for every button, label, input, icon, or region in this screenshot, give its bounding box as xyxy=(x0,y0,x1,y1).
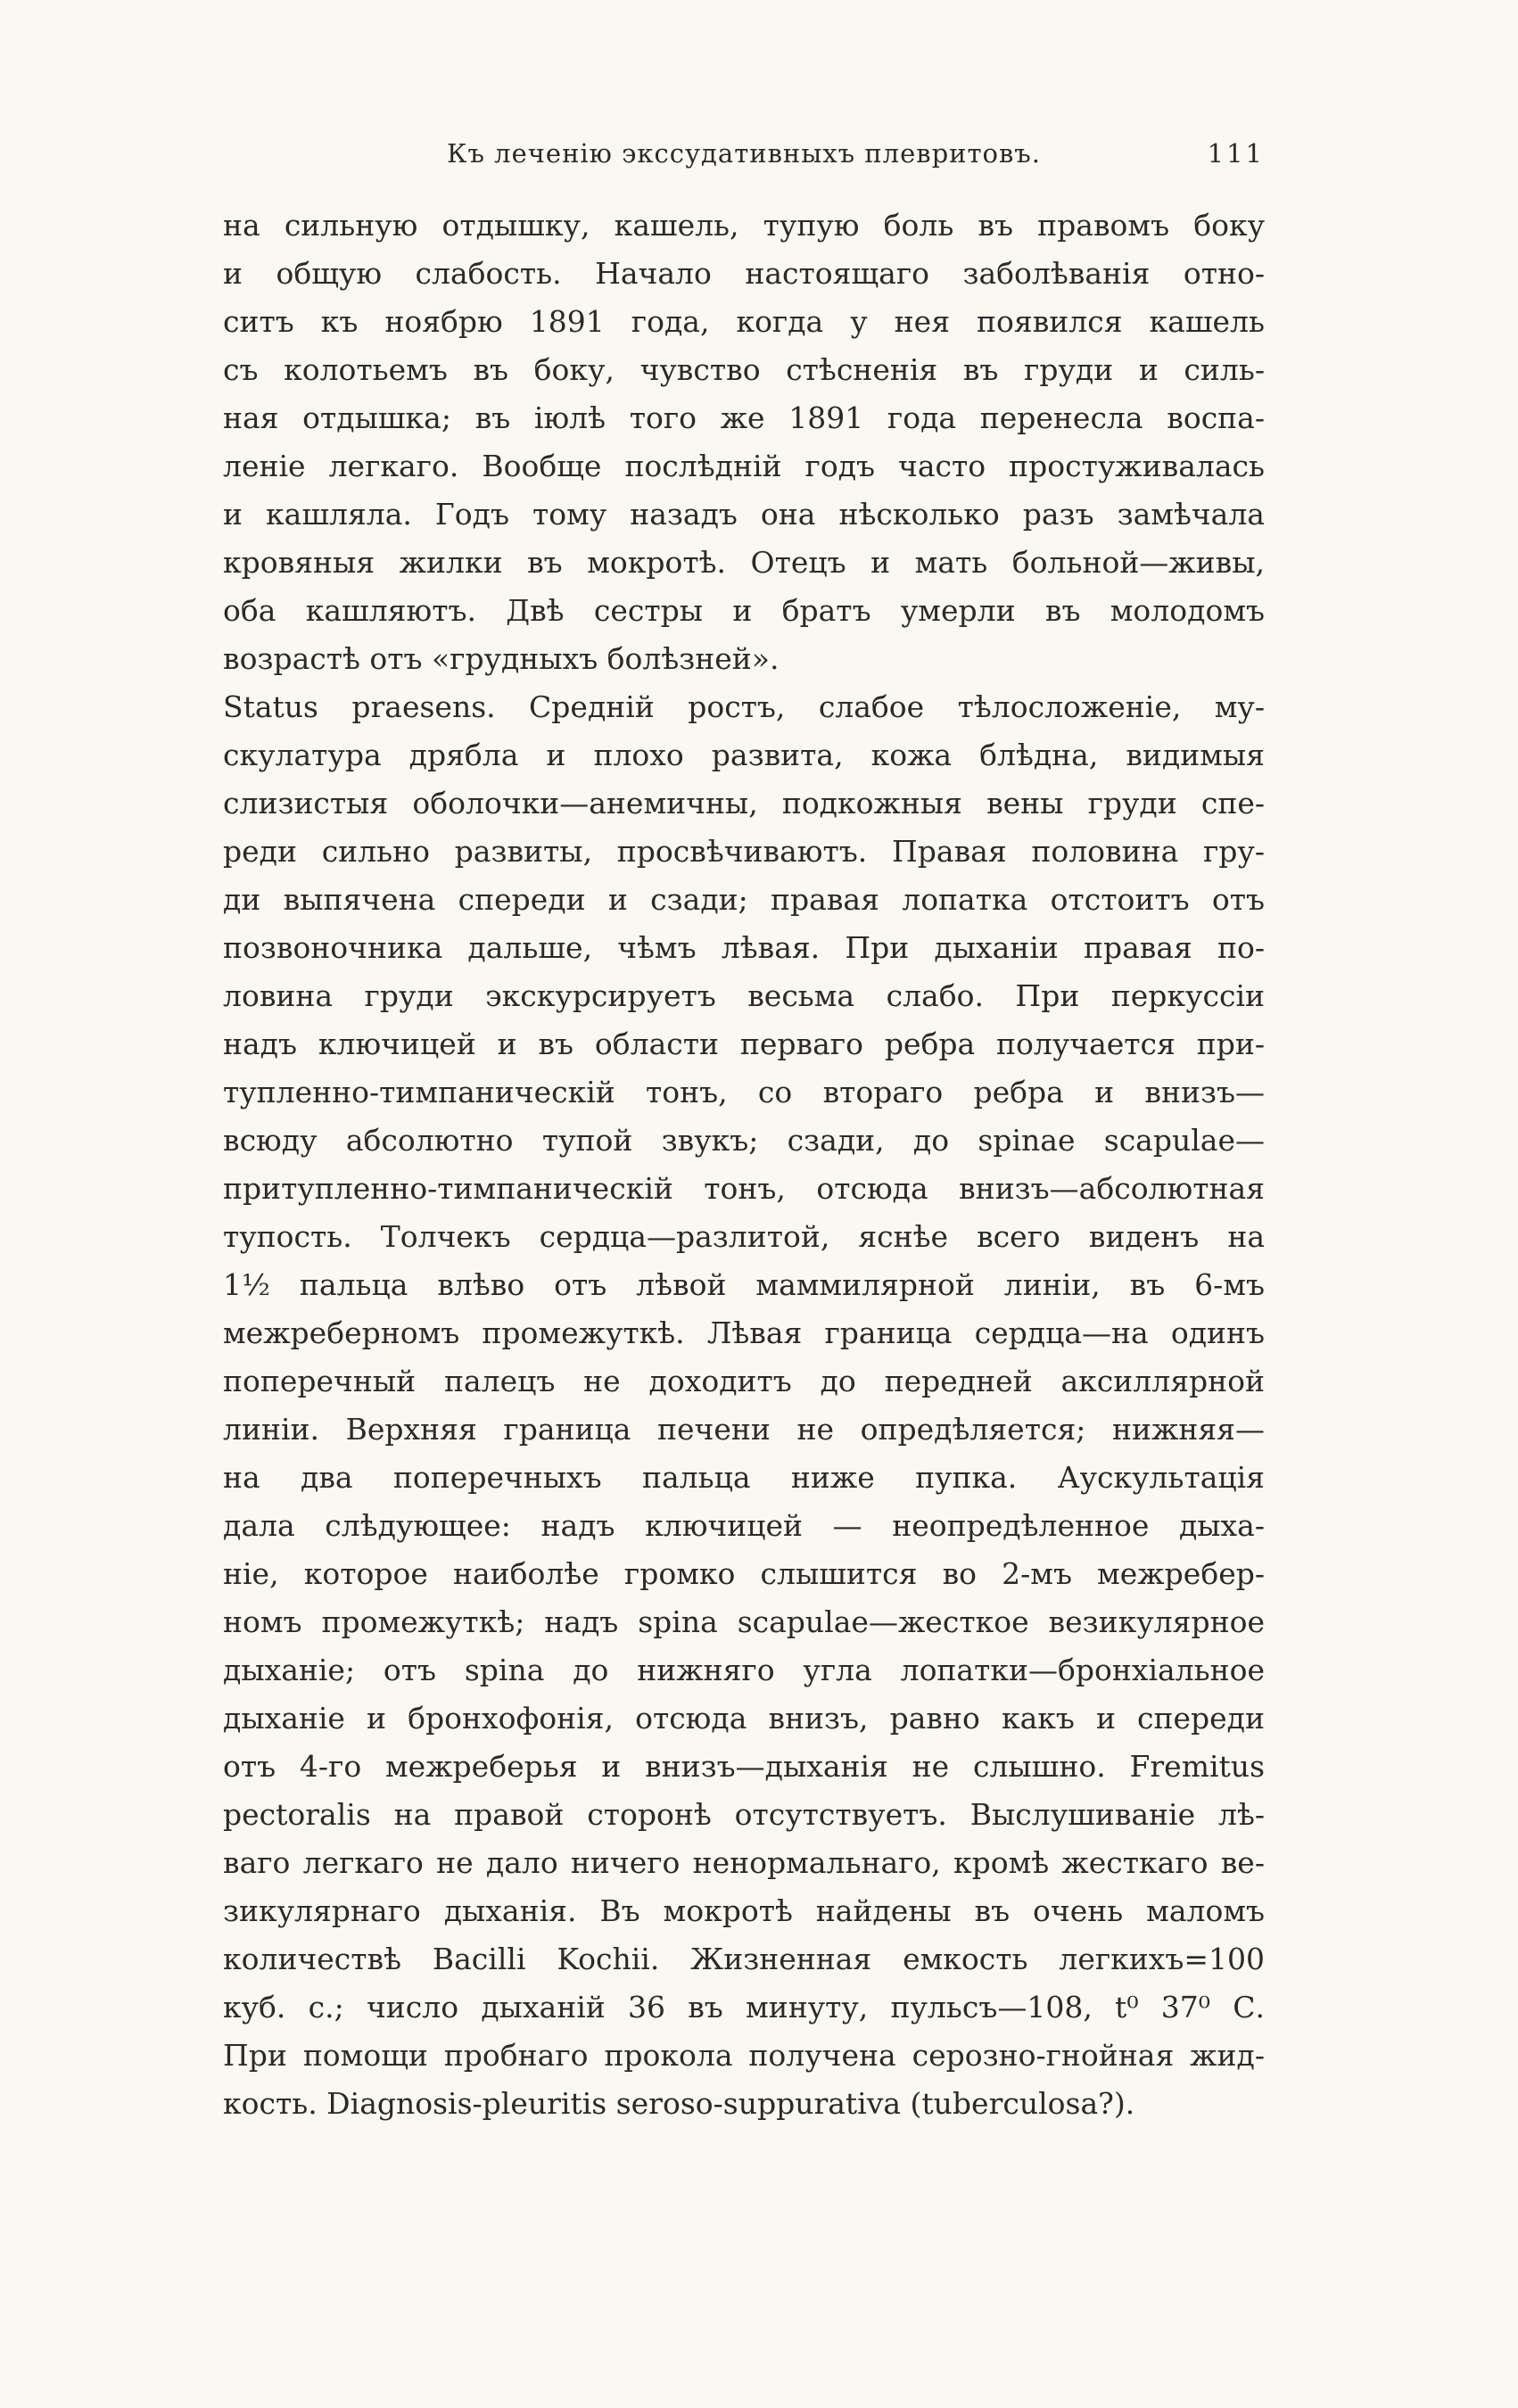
text-line: зикулярнаго дыханія. Въ мокротѣ найдены въ очень маломъ xyxy=(223,1893,1265,1928)
text-line: кость. Diagnosis-pleuritis seroso-suppurativa (tuberculosa?). xyxy=(223,2086,1135,2121)
text-line: и кашляла. Годъ тому назадъ она нѣсколько разъ замѣчала xyxy=(223,497,1265,532)
text-line: поперечный палецъ не доходитъ до передней аксиллярной xyxy=(223,1364,1265,1398)
text-line: на два поперечныхъ пальца ниже пупка. Аускультація xyxy=(223,1460,1265,1495)
text-line: кровяныя жилки въ мокротѣ. Отецъ и мать больной—живы, xyxy=(223,545,1265,580)
text-line: съ колотьемъ въ боку, чувство стѣсненія въ груди и силь- xyxy=(223,352,1265,387)
text-line: pectoralis на правой сторонѣ отсутствуетъ. Выслушиваніе лѣ- xyxy=(223,1797,1265,1832)
text-line: ваго легкаго не дало ничего ненормальнаго, кромѣ жесткаго ве- xyxy=(223,1845,1265,1880)
text-line: тупленно-тимпаническій тонъ, со втораго ребра и внизъ— xyxy=(223,1075,1265,1109)
text-line: позвоночника дальше, чѣмъ лѣвая. При дыханіи правая по- xyxy=(223,930,1265,965)
body-text xyxy=(223,202,1265,2128)
text-line: отъ 4-го межреберья и внизъ—дыханія не слышно. Fremitus xyxy=(223,1749,1265,1784)
text-line: номъ промежуткѣ; надъ spina scapulae—жесткое везикулярное xyxy=(223,1604,1265,1639)
text-line: количествѣ Bacilli Kochii. Жизненная емкость легкихъ=100 xyxy=(223,1942,1265,1976)
text-line: и общую слабость. Начало настоящаго заболѣванія отно- xyxy=(223,256,1265,291)
text-line: оба кашляютъ. Двѣ сестры и братъ умерли въ молодомъ xyxy=(223,593,1265,628)
text-line: ситъ къ ноябрю 1891 года, когда у нея появился кашель xyxy=(223,304,1265,339)
text-line: дала слѣдующее: надъ ключицей — неопредѣленное дыха- xyxy=(223,1508,1265,1543)
text-line: ди выпячена спереди и сзади; правая лопатка отстоитъ отъ xyxy=(223,882,1265,917)
text-line: притупленно-тимпаническій тонъ, отсюда внизъ—абсолютная xyxy=(223,1171,1265,1206)
text-line: 1½ пальца влѣво отъ лѣвой маммилярной линіи, въ 6-мъ xyxy=(223,1267,1265,1302)
text-line: всюду абсолютно тупой звукъ; сзади, до spinae scapulae— xyxy=(223,1123,1265,1158)
text-line: линіи. Верхняя граница печени не опредѣляется; нижняя— xyxy=(223,1412,1265,1447)
running-title: Къ леченію экссудативныхъ плевритовъ. xyxy=(447,138,1041,169)
text-line: куб. с.; число дыханій 36 въ минуту, пульсъ—108, t⁰ 37⁰ С. xyxy=(223,1990,1265,2025)
text-line: реди сильно развиты, просвѣчиваютъ. Правая половина гру- xyxy=(223,834,1265,869)
text-line: Status praesens. Средній ростъ, слабое тѣлосложеніе, му- xyxy=(223,689,1265,724)
text-line: на сильную отдышку, кашель, тупую боль въ правомъ боку xyxy=(223,208,1265,243)
text-line: тупость. Толчекъ сердца—разлитой, яснѣе всего виденъ на xyxy=(223,1219,1265,1254)
text-line: дыханіе; отъ spina до нижняго угла лопатки—бронхіальное xyxy=(223,1653,1265,1687)
running-head xyxy=(223,136,1265,171)
text-line: При помощи пробнаго прокола получена серозно-гнойная жид- xyxy=(223,2038,1265,2073)
text-line: ловина груди экскурсируетъ весьма слабо. При перкуссіи xyxy=(223,978,1265,1013)
text-line: ная отдышка; въ іюлѣ того же 1891 года перенесла воспа- xyxy=(223,400,1265,435)
text-line: надъ ключицей и въ области перваго ребра получается при- xyxy=(223,1027,1265,1061)
page-number: 111 xyxy=(1207,138,1265,169)
text-line: дыханіе и бронхофонія, отсюда внизъ, равно какъ и спереди xyxy=(223,1701,1265,1736)
text-line: слизистыя оболочки—анемичны, подкожныя вены груди спе- xyxy=(223,786,1265,821)
text-line: скулатура дрябла и плохо развита, кожа блѣдна, видимыя xyxy=(223,738,1265,772)
text-line: возрастѣ отъ «грудныхъ болѣзней». xyxy=(223,641,780,676)
text-line: ніе, которое наиболѣе громко слышится во 2-мъ межребер- xyxy=(223,1556,1265,1591)
text-line: межреберномъ промежуткѣ. Лѣвая граница сердца—на одинъ xyxy=(223,1315,1265,1350)
text-line: леніе легкаго. Вообще послѣдній годъ часто простуживалась xyxy=(223,449,1265,483)
